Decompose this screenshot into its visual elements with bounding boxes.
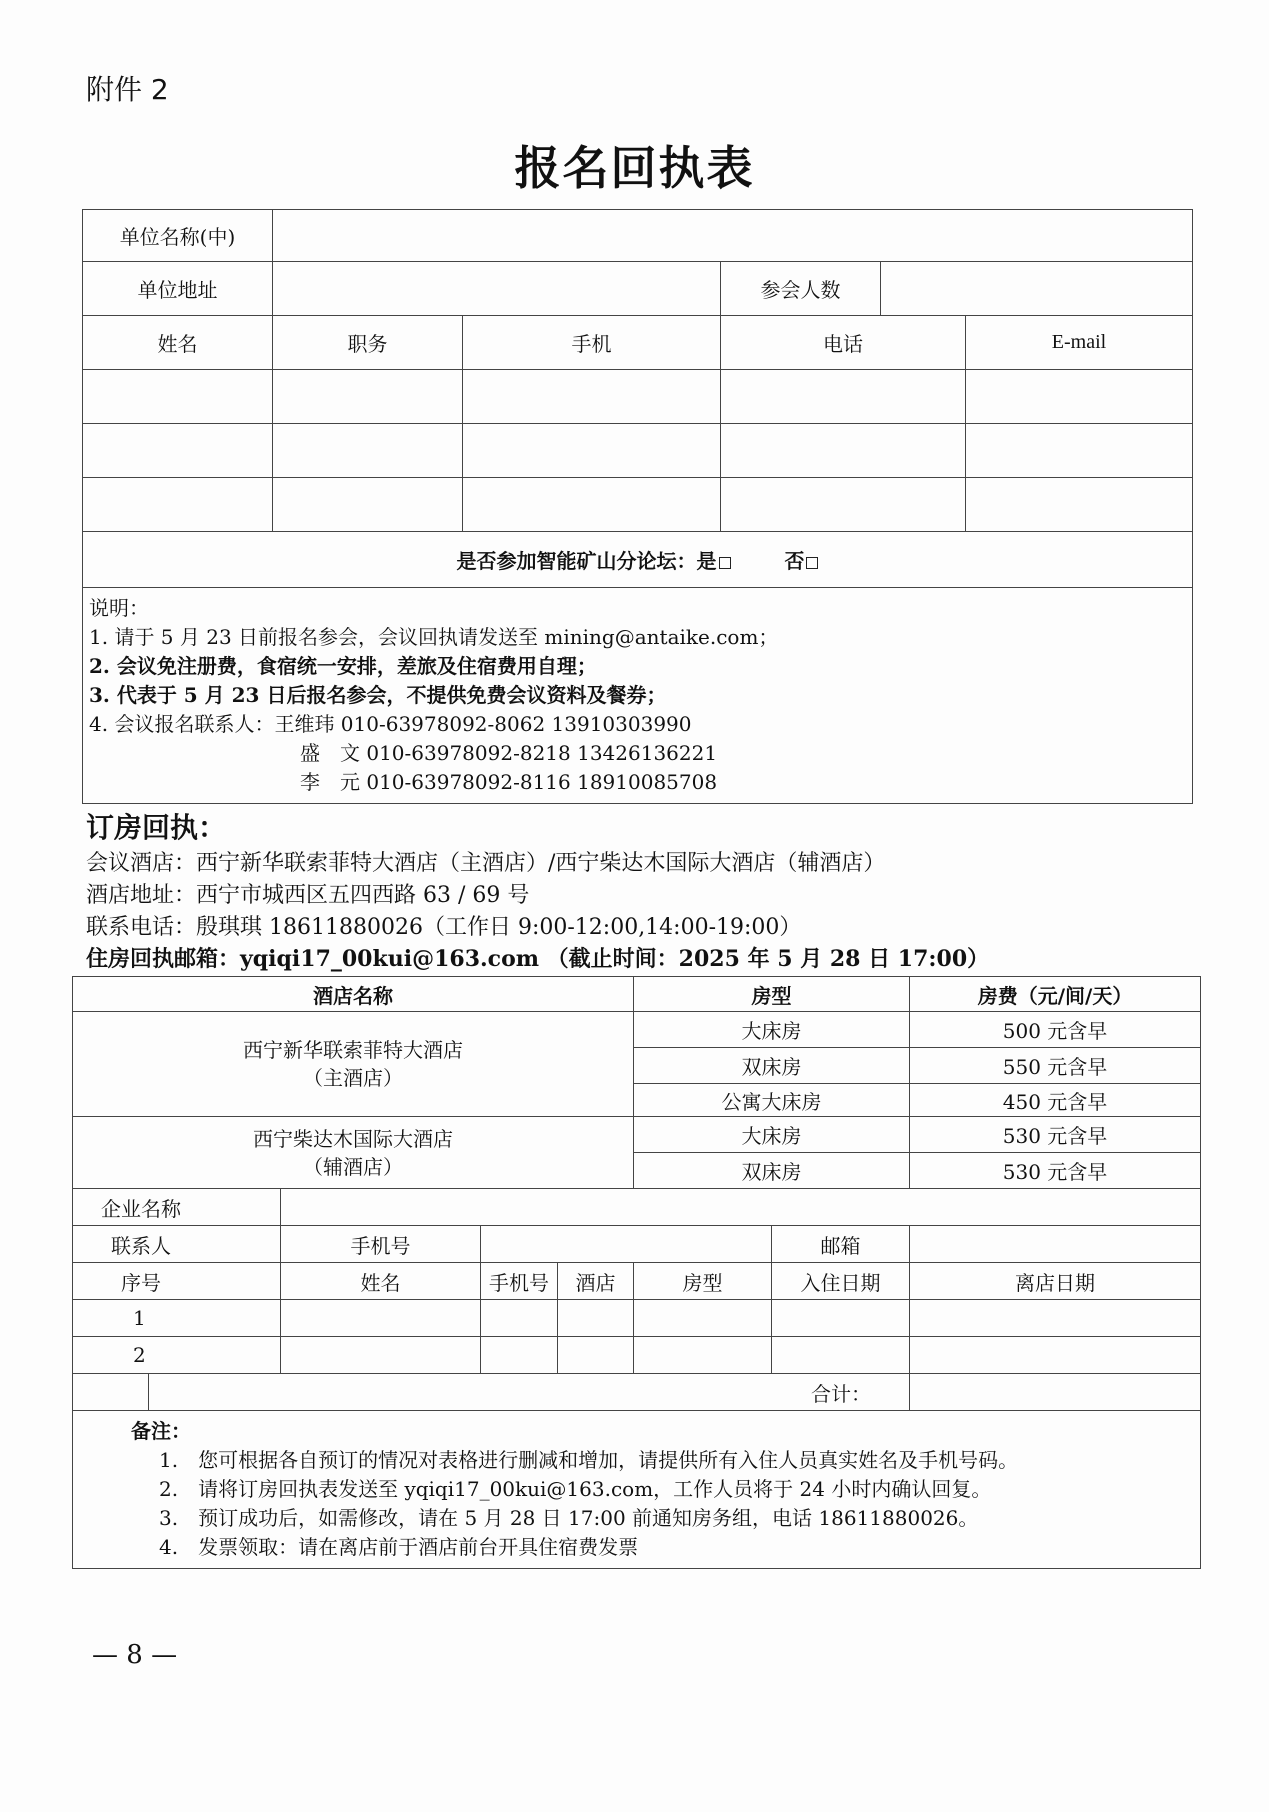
room-type: 双床房 — [634, 1153, 910, 1189]
attachment-label: 附件 2 — [86, 73, 169, 106]
hotel2-cell — [73, 1117, 634, 1189]
cell[interactable] — [558, 1300, 634, 1337]
mobile-label: 手机号 — [281, 1226, 481, 1263]
booking-table — [72, 976, 1201, 1569]
header-email: E-mail — [966, 316, 1193, 370]
cell[interactable] — [273, 370, 463, 424]
company-label: 企业名称 — [73, 1189, 281, 1226]
cell[interactable] — [721, 478, 966, 532]
table-row — [73, 1337, 1201, 1374]
note-line: 1. 请于 5 月 23 日前报名参会，会议回执请发送至 mining@antaike.com； — [89, 625, 779, 649]
room-price: 450 元含早 — [910, 1084, 1201, 1117]
table-row — [83, 424, 1193, 478]
cell[interactable] — [463, 370, 721, 424]
cell[interactable] — [966, 424, 1193, 478]
room-type: 公寓大床房 — [634, 1084, 910, 1117]
row-number: 2 — [73, 1337, 281, 1374]
cell[interactable] — [463, 478, 721, 532]
header-name: 姓名 — [83, 316, 273, 370]
cell[interactable] — [463, 424, 721, 478]
notes-title: 备注： — [131, 1419, 191, 1443]
cell[interactable] — [83, 424, 273, 478]
forum-question-text: 是否参加智能矿山分论坛：是 — [456, 549, 717, 573]
cell — [73, 1374, 149, 1411]
email-label: 邮箱 — [772, 1226, 910, 1263]
hotel2-sub: （辅酒店） — [303, 1154, 404, 1179]
cell[interactable] — [910, 1337, 1201, 1374]
cell[interactable] — [273, 424, 463, 478]
notes-title: 说明： — [89, 596, 149, 620]
cell[interactable] — [281, 1300, 481, 1337]
note-line: 盛 文 010-63978092-8218 13426136221 — [300, 741, 718, 765]
note-line: 2. 会议免注册费，食宿统一安排，差旅及住宿费用自理； — [89, 654, 597, 678]
note-line: 4. 会议报名联系人：王维玮 010-63978092-8062 13910303990 — [89, 712, 692, 736]
booking-notes — [73, 1411, 1201, 1569]
address-line: 酒店地址：西宁市城西区五四西路 63 / 69 号 — [86, 883, 530, 908]
cell[interactable] — [281, 1337, 481, 1374]
checkbox-yes[interactable] — [719, 557, 731, 569]
cell[interactable] — [634, 1300, 772, 1337]
header-room-type: 房型 — [634, 977, 910, 1012]
email-field[interactable] — [910, 1226, 1201, 1263]
header-position: 职务 — [273, 316, 463, 370]
header-seq: 序号 — [73, 1263, 281, 1300]
forum-no-text: 否 — [784, 549, 805, 573]
cell[interactable] — [273, 478, 463, 532]
table-row — [73, 1300, 1201, 1337]
note-line: 2. 请将订房回执表发送至 yqiqi17_00kui@163.com，工作人员将于 24 小时内确认回复。 — [159, 1477, 992, 1501]
attendees-label: 参会人数 — [721, 262, 881, 316]
hotel1-cell — [73, 1012, 634, 1117]
booking-heading: 订房回执： — [86, 811, 227, 844]
room-price: 530 元含早 — [910, 1153, 1201, 1189]
hotel2-name: 西宁柴达木国际大酒店 — [253, 1126, 454, 1151]
attendees-field[interactable] — [881, 262, 1193, 316]
header-checkout: 离店日期 — [910, 1263, 1201, 1300]
registration-notes — [83, 588, 1193, 804]
cell[interactable] — [966, 478, 1193, 532]
note-line: 4. 发票领取：请在离店前于酒店前台开具住宿费发票 — [159, 1535, 639, 1559]
room-price: 500 元含早 — [910, 1012, 1201, 1048]
header-hotel: 酒店名称 — [73, 977, 634, 1012]
total-label: 合计： — [149, 1374, 910, 1411]
room-type: 双床房 — [634, 1048, 910, 1084]
table-row — [83, 370, 1193, 424]
note-line: 3. 代表于 5 月 23 日后报名参会，不提供免费会议资料及餐券； — [89, 683, 667, 707]
cell[interactable] — [966, 370, 1193, 424]
note-line: 1. 您可根据各自预订的情况对表格进行删减和增加，请提供所有入住人员真实姓名及手机号码。 — [159, 1448, 1019, 1472]
hotel1-sub: （主酒店） — [303, 1066, 404, 1090]
cell[interactable] — [772, 1300, 910, 1337]
cell[interactable] — [634, 1337, 772, 1374]
contact-label: 联系人 — [73, 1226, 281, 1263]
email-line: 住房回执邮箱：yqiqi17_00kui@163.com （截止时间：2025 年 5 月 28 日 17:00） — [86, 946, 990, 972]
cell[interactable] — [910, 1300, 1201, 1337]
cell[interactable] — [558, 1337, 634, 1374]
unit-address-label: 单位地址 — [83, 262, 273, 316]
room-type: 大床房 — [634, 1012, 910, 1048]
cell[interactable] — [481, 1337, 558, 1374]
unit-name-label: 单位名称(中) — [83, 210, 273, 262]
mobile-field[interactable] — [481, 1226, 772, 1263]
page-number: — 8 — — [92, 1640, 178, 1670]
total-field[interactable] — [910, 1374, 1201, 1411]
contact-line: 联系电话：殷琪琪 18611880026（工作日 9:00-12:00,14:00-19:00） — [86, 915, 802, 940]
unit-address-field[interactable] — [273, 262, 721, 316]
note-line: 李 元 010-63978092-8116 18910085708 — [300, 770, 718, 794]
unit-name-field[interactable] — [273, 210, 1193, 262]
header-guest-mobile: 手机号 — [481, 1263, 558, 1300]
registration-table — [82, 209, 1193, 804]
header-guest-hotel: 酒店 — [558, 1263, 634, 1300]
hotel1-name: 西宁新华联索菲特大酒店 — [243, 1038, 464, 1062]
cell[interactable] — [481, 1300, 558, 1337]
room-price: 530 元含早 — [910, 1117, 1201, 1153]
cell[interactable] — [721, 424, 966, 478]
note-line: 3. 预订成功后，如需修改，请在 5 月 28 日 17:00 前通知房务组，电话 18611880026。 — [159, 1506, 979, 1530]
checkbox-no[interactable] — [806, 557, 818, 569]
cell[interactable] — [83, 370, 273, 424]
header-checkin: 入住日期 — [772, 1263, 910, 1300]
cell[interactable] — [772, 1337, 910, 1374]
hotel-line: 会议酒店：西宁新华联索菲特大酒店（主酒店）/西宁柴达木国际大酒店（辅酒店） — [86, 851, 886, 876]
header-phone: 电话 — [721, 316, 966, 370]
cell[interactable] — [721, 370, 966, 424]
page-title: 报名回执表 — [514, 141, 755, 195]
room-type: 大床房 — [634, 1117, 910, 1153]
company-field[interactable] — [281, 1189, 1201, 1226]
cell[interactable] — [83, 478, 273, 532]
row-number: 1 — [73, 1300, 281, 1337]
header-price: 房费（元/间/天） — [910, 977, 1201, 1012]
header-mobile: 手机 — [463, 316, 721, 370]
header-guest-name: 姓名 — [281, 1263, 481, 1300]
forum-question — [83, 532, 1193, 588]
header-guest-room: 房型 — [634, 1263, 772, 1300]
room-price: 550 元含早 — [910, 1048, 1201, 1084]
table-row — [83, 478, 1193, 532]
